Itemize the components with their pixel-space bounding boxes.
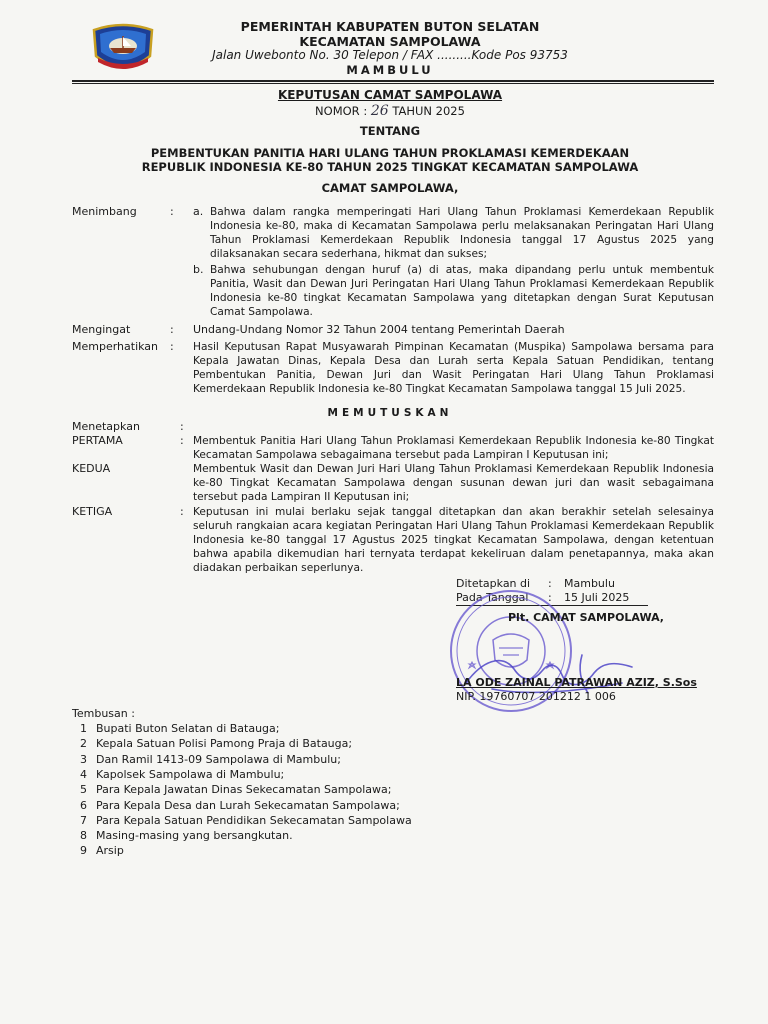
issuer-heading: CAMAT SAMPOLAWA, <box>321 181 459 195</box>
mengingat-label: Mengingat <box>72 323 131 336</box>
regency-emblem-icon <box>90 22 156 74</box>
menimbang-b-marker: b. <box>193 263 204 276</box>
ketiga-text: Keputusan ini mulai berlaku sejak tanggal ditetapkan dan akan berakhir setelah selesainya seluruh rangkaian acara kegiatan Peringatan Hari Ulang Tahun Proklamasi Kemerdekaan Republik Indonesia ke-80 tanggal 17 Agustus 2025 tingkat Kecamatan Sampolawa, dengan ketentuan bahwa apabila dikemudian hari ternyata terdapat kekeliruan dalam penetapannya, maka akan diadakan perbaikan seperlunya. <box>193 506 714 574</box>
decree-title: KEPUTUSAN CAMAT SAMPOLAWA <box>277 88 503 102</box>
tembusan-item-number: 9 <box>80 844 87 858</box>
signatory-name: LA ODE ZAINAL PATRAWAN AZIZ, S.Sos <box>456 676 697 689</box>
tembusan-item-text: Kepala Satuan Polisi Pamong Praja di Batauga; <box>96 737 353 751</box>
mengingat-colon: : <box>170 323 174 336</box>
tembusan-item-number: 7 <box>80 813 87 827</box>
kedua-label: KEDUA <box>72 462 111 475</box>
tembusan-item-text: Para Kepala Jawatan Dinas Sekecamatan Sampolawa; <box>96 783 392 797</box>
signatory-nip: NIP. 19760707 201212 1 006 <box>456 690 616 703</box>
menimbang-a-text: Bahwa dalam rangka memperingati Hari Ulang Tahun Proklamasi Kemerdekaan Republik Indonesia ke-80, maka di Kecamatan Sampolawa perlu melaksanakan Peringatan Hari Ulang Tahun Proklamasi Kemerdekaan Republik Indonesia tanggal 17 Agustus 2025 yang dilaksanakan secara sederhana, hikmat dan sukses; <box>210 206 714 260</box>
place-colon: : <box>548 577 552 590</box>
pertama-text: Membentuk Panitia Hari Ulang Tahun Proklamasi Kemerdekaan Republik Indonesia ke-80 Tingkat Kecamatan Sampolawa sebagaimana tersebut pada Lampiran I Keputusan ini; <box>193 435 714 461</box>
menetapkan-colon: : <box>180 420 184 433</box>
date-colon: : <box>548 591 552 604</box>
menimbang-colon: : <box>170 205 174 218</box>
letterhead-address: Jalan Uwebonto No. 30 Telepon / FAX .........Kode Pos 93753 <box>212 48 568 62</box>
memperhatikan-label: Memperhatikan <box>72 340 159 353</box>
number-handwritten: 26 <box>370 103 389 119</box>
memperhatikan-colon: : <box>170 340 174 353</box>
tembusan-item-number: 3 <box>80 752 87 766</box>
pertama-label: PERTAMA <box>72 434 123 447</box>
place-label: Ditetapkan di <box>456 577 531 590</box>
number-prefix: NOMOR : <box>315 104 368 118</box>
ketiga-colon: : <box>180 505 184 518</box>
pertama-colon: : <box>180 434 184 447</box>
mengingat-text: Undang-Undang Nomor 32 Tahun 2004 tentang Pemerintah Daerah <box>193 323 565 336</box>
decree-number <box>60 103 720 119</box>
tembusan-item-text: Kapolsek Sampolawa di Mambulu; <box>96 767 285 781</box>
ketiga-label: KETIGA <box>72 505 113 518</box>
menimbang-b-text: Bahwa sehubungan dengan huruf (a) di atas, maka dipandang perlu untuk membentuk Panitia, Wasit dan Dewan Juri Peringatan Hari Ulang Tahun Proklamasi Kemerdekaan Republik Indonesia ke-80 tingkat Kecamatan Sampolawa yang ditetapkan dengan Surat Keputusan Camat Sampolawa. <box>210 264 714 318</box>
letterhead-government: PEMERINTAH KABUPATEN BUTON SELATAN <box>240 19 540 34</box>
tembusan-item-text: Arsip <box>96 844 124 858</box>
date-value: 15 Juli 2025 <box>564 591 630 604</box>
kedua-text: Membentuk Wasit dan Dewan Juri Hari Ulang Tahun Proklamasi Kemerdekaan Republik Indonesia ke-80 Tingkat Kecamatan Sampolawa dengan susunan dewan juri dan wasit sebagaimana tersebut pada Lampiran II Keputusan ini; <box>193 463 714 503</box>
tembusan-item-text: Masing-masing yang bersangkutan. <box>96 829 293 843</box>
tembusan-item-number: 8 <box>80 829 87 843</box>
tembusan-item-number: 2 <box>80 737 87 751</box>
tembusan-item-number: 1 <box>80 722 87 735</box>
menimbang-a-marker: a. <box>193 205 204 218</box>
signatory-office: Plt. CAMAT SAMPOLAWA, <box>508 611 664 624</box>
memutuskan-heading: MEMUTUSKAN <box>327 407 453 419</box>
menetapkan-label: Menetapkan <box>72 420 140 433</box>
menimbang-label: Menimbang <box>72 205 137 218</box>
letterhead-rule-thin <box>72 83 714 84</box>
tembusan-item-number: 4 <box>80 767 87 781</box>
letterhead-district: KECAMATAN SAMPOLAWA <box>299 34 481 49</box>
tembusan-item-text: Bupati Buton Selatan di Batauga; <box>96 722 280 735</box>
tembusan-item-number: 5 <box>80 783 87 797</box>
letterhead-town: MAMBULU <box>346 63 434 77</box>
subject-line-2: REPUBLIK INDONESIA KE-80 TAHUN 2025 TINGKAT KECAMATAN SAMPOLAWA <box>141 160 639 174</box>
place-value: Mambulu <box>564 577 615 590</box>
tembusan-item-text: Para Kepala Desa dan Lurah Sekecamatan Sampolawa; <box>96 798 400 812</box>
memperhatikan-text: Hasil Keputusan Rapat Musyawarah Pimpinan Kecamatan (Muspika) Sampolawa bersama para Kepala Jawatan Dinas, Kepala Desa dan Lurah serta Kepala Satuan Pendidikan, tentang Pembentukan Panitia, Dewan Juri dan Wasit Peringatan Hari Ulang Tahun Proklamasi Kemerdekaan Republik Indonesia ke-80 Tingkat Kecamatan Sampolawa tanggal 15 Juli 2025. <box>193 341 714 395</box>
number-suffix: TAHUN 2025 <box>392 104 465 118</box>
letterhead-rule <box>72 80 714 82</box>
tembusan-item-text: Dan Ramil 1413-09 Sampolawa di Mambulu; <box>96 752 341 766</box>
date-label: Pada Tanggal <box>456 591 529 604</box>
subject-line-1: PEMBENTUKAN PANITIA HARI ULANG TAHUN PROKLAMASI KEMERDEKAAN <box>150 146 630 160</box>
tembusan-item-text: Para Kepala Satuan Pendidikan Sekecamatan Sampolawa <box>96 813 412 827</box>
tembusan-title: Tembusan : <box>72 707 135 720</box>
about-heading: TENTANG <box>359 124 421 138</box>
tembusan-item-number: 6 <box>80 798 87 812</box>
